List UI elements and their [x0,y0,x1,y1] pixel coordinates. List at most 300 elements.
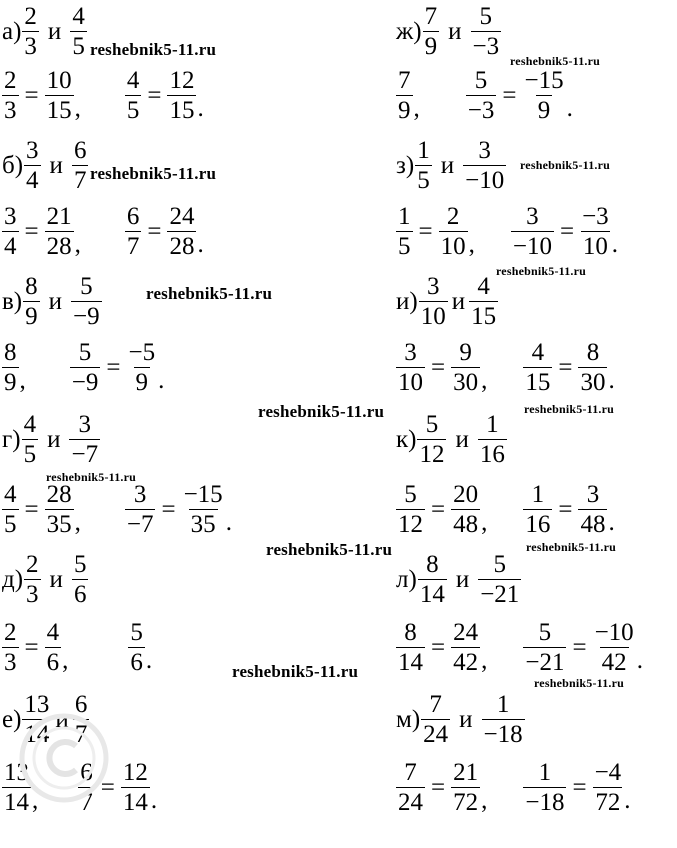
problem-label: л) [396,566,417,593]
problem-i-statement [396,274,498,329]
punctuation: . [624,787,631,814]
numerator: 6 [80,759,93,786]
equals-sign: = [24,496,39,523]
problem-label: з) [396,152,415,179]
fraction [463,138,506,193]
numerator: 9 [459,339,472,366]
punctuation: . [611,231,618,258]
denominator: 5 [72,33,85,60]
denominator: −18 [483,721,523,748]
numerator: 3 [586,481,600,508]
punctuation: , [481,647,488,674]
problem-zh-solution [396,68,573,123]
punctuation: , [19,367,26,394]
problem-a-statement [2,4,87,59]
problem-m-solution [396,760,630,815]
numerator: 7 [429,691,442,718]
numerator: −3 [582,203,609,230]
equals-sign: = [24,634,39,661]
numerator: 2 [24,3,37,30]
problem-label: д) [2,566,24,593]
denominator: 14 [24,721,50,748]
denominator: 48 [580,511,606,538]
numerator: 5 [130,619,143,646]
problem-label: ж) [396,18,422,45]
denominator: −10 [465,167,505,194]
problem-zh-statement [396,4,501,59]
fraction [22,4,39,59]
punctuation: . [145,647,153,674]
watermark-text: reshebnik5-11.ru [526,540,616,554]
punctuation: . [566,95,573,122]
numerator: 12 [122,759,148,786]
conjunction: и [459,706,473,733]
fraction [471,4,502,59]
numerator: 3 [26,137,39,164]
equals-sign: = [431,634,446,661]
fraction [482,692,525,747]
fraction [70,340,101,395]
watermark-text: reshebnik5-11.ru [524,402,614,416]
numerator: 10 [46,67,72,94]
numerator: 6 [126,203,140,230]
conjunction: и [49,566,63,593]
fraction [45,68,74,123]
numerator: 5 [479,3,493,30]
numerator: 21 [453,759,479,786]
problem-g-solution [2,482,232,537]
fraction [578,340,607,395]
numerator: 5 [404,481,417,508]
punctuation: . [197,231,204,258]
watermark-text: reshebnik5-11.ru [90,164,217,183]
numerator: 8 [426,551,439,578]
numerator: 7 [398,67,411,94]
denominator: 9 [25,303,38,330]
numerator: 8 [404,619,417,646]
fraction [2,68,19,123]
fraction [523,760,566,815]
problem-label: м) [396,706,421,733]
fraction [72,552,89,607]
fraction [167,204,196,259]
watermark-text: reshebnik5-11.ru [266,540,393,559]
denominator: 72 [595,789,621,816]
denominator: 14 [4,789,29,816]
numerator: 12 [169,67,195,94]
denominator: 42 [453,649,479,676]
denominator: −3 [467,97,495,124]
numerator: 7 [404,759,417,786]
denominator: 35 [190,511,216,538]
numerator: −15 [183,481,223,508]
fraction [22,412,39,467]
problem-k-statement [396,412,507,467]
fraction [69,412,100,467]
fraction [522,68,565,123]
numerator: 7 [424,3,438,30]
fraction [451,340,480,395]
denominator: −18 [525,789,565,816]
denominator: 12 [398,511,423,538]
numerator: 24 [453,619,479,646]
denominator: 10 [582,233,608,260]
equals-sign: = [100,774,115,801]
fraction [23,274,40,329]
fraction [2,204,19,259]
watermark-text: reshebnik5-11.ru [146,284,273,303]
problem-v-solution [2,340,164,395]
denominator: 9 [424,33,438,60]
denominator: 9 [537,97,551,124]
copyright-stamp-icon [6,688,134,816]
fraction [417,412,446,467]
fraction [125,204,142,259]
numerator: 5 [474,67,488,94]
problem-label: в) [2,288,23,315]
denominator: 16 [525,511,551,538]
numerator: 5 [73,551,87,578]
denominator: 30 [580,369,606,396]
problem-label: г) [2,426,21,453]
watermark-text: reshebnik5-11.ru [510,54,600,68]
numerator: 3 [526,203,539,230]
punctuation: . [608,509,615,536]
conjunction: и [55,706,69,733]
denominator: 10 [420,303,446,330]
problem-label: а) [2,18,22,45]
punctuation: . [608,367,615,394]
numerator: 28 [46,481,72,508]
fraction [45,620,62,675]
fraction [396,760,425,815]
fraction [167,68,196,123]
fraction [125,482,156,537]
denominator: 4 [4,233,17,260]
numerator: 20 [453,481,479,508]
equals-sign: = [558,354,573,381]
fraction [126,340,157,395]
problem-i-solution [396,340,615,395]
denominator: 15 [46,97,72,124]
watermark-text: reshebnik5-11.ru [258,402,385,421]
fraction [396,68,413,123]
equals-sign: = [572,634,587,661]
fraction [2,482,19,537]
numerator: 3 [478,137,491,164]
denominator: 6 [130,649,143,676]
denominator: 15 [525,369,551,396]
denominator: 3 [24,33,37,60]
numerator: 5 [80,273,93,300]
fraction [182,482,225,537]
numerator: 5 [425,411,439,438]
conjunction: и [448,18,462,45]
fraction [511,204,554,259]
fraction [523,482,552,537]
denominator: 30 [453,369,479,396]
denominator: 10 [398,369,423,396]
problem-z-solution [396,204,618,259]
denominator: −3 [472,33,500,60]
fraction [415,138,432,193]
numerator: 1 [486,411,499,438]
numerator: 4 [477,273,490,300]
numerator: 3 [78,411,92,438]
watermark-text: reshebnik5-11.ru [534,676,624,690]
equals-sign: = [431,774,446,801]
denominator: 6 [73,581,87,608]
problem-z-statement [396,138,506,193]
numerator: 2 [4,619,17,646]
denominator: 5 [4,511,17,538]
problem-label: е) [2,706,22,733]
numerator: 13 [24,691,50,718]
numerator: 5 [78,339,92,366]
conjunction: и [47,18,62,45]
problem-b-statement [2,138,88,193]
punctuation: , [74,231,81,258]
punctuation: , [481,509,488,536]
conjunction: и [47,426,61,453]
fraction [523,340,552,395]
equals-sign: = [147,218,162,245]
denominator: 6 [46,649,60,676]
denominator: −7 [71,441,99,468]
denominator: 24 [398,789,423,816]
numerator: 4 [531,339,545,366]
denominator: 9 [398,97,411,124]
punctuation: , [468,231,475,258]
denominator: 24 [423,721,449,748]
equals-sign: = [431,354,446,381]
denominator: 14 [398,649,423,676]
punctuation: . [225,509,232,536]
fraction [466,68,497,123]
fraction [423,4,440,59]
fraction [2,620,19,675]
denominator: 14 [122,789,148,816]
denominator: −21 [480,581,520,608]
problem-label: и) [396,288,418,315]
problem-label: к) [396,426,417,453]
fraction [439,204,468,259]
watermark-text: reshebnik5-11.ru [520,158,610,172]
numerator: 8 [586,339,600,366]
punctuation: , [74,95,81,122]
denominator: 28 [169,233,195,260]
punctuation: , [413,95,420,122]
equals-sign: = [418,218,433,245]
denominator: 7 [126,233,140,260]
equals-sign: = [502,82,517,109]
numerator: 1 [496,691,510,718]
punctuation: . [197,95,204,122]
fraction [593,620,636,675]
punctuation: , [481,367,488,394]
denominator: 35 [46,511,72,538]
fraction [523,620,566,675]
denominator: 28 [46,233,72,260]
numerator: 3 [4,203,17,230]
numerator: 4 [46,619,60,646]
problem-a-solution [2,68,204,123]
fraction [72,138,89,193]
numerator: −4 [594,759,622,786]
fraction [24,138,41,193]
fraction [396,340,425,395]
numerator: 1 [531,481,545,508]
problem-b-solution [2,204,204,259]
denominator: 5 [417,167,430,194]
watermark-text: reshebnik5-11.ru [90,40,217,59]
numerator: 1 [417,137,430,164]
fraction [125,68,142,123]
numerator: 8 [25,273,38,300]
numerator: −5 [128,339,156,366]
numerator: 21 [46,203,72,230]
fraction [451,482,480,537]
denominator: 3 [4,649,17,676]
denominator: 5 [23,441,37,468]
equals-sign: = [431,496,446,523]
numerator: 2 [26,551,39,578]
fraction [451,620,480,675]
denominator: 10 [440,233,466,260]
fraction [469,274,498,329]
punctuation: , [62,647,69,674]
watermark-text: reshebnik5-11.ru [46,470,136,484]
equals-sign: = [24,218,39,245]
equals-sign: = [559,218,575,245]
fraction [45,482,74,537]
fraction [24,552,41,607]
denominator: 14 [419,581,445,608]
numerator: 3 [404,339,417,366]
fraction [418,552,447,607]
numerator: 8 [4,339,17,366]
denominator: −10 [512,233,552,260]
numerator: 5 [538,619,552,646]
denominator: −21 [525,649,565,676]
problem-v-statement [2,274,102,329]
problem-l-statement [396,552,521,607]
denominator: 3 [26,581,39,608]
conjunction: и [451,288,466,315]
numerator: 5 [493,551,506,578]
equals-sign: = [161,496,176,523]
denominator: 7 [74,721,88,748]
watermark-text: reshebnik5-11.ru [496,264,586,278]
fraction [478,552,521,607]
denominator: 4 [26,167,39,194]
equals-sign: = [558,496,573,523]
numerator: −15 [524,67,564,94]
denominator: 9 [135,369,149,396]
conjunction: и [48,288,63,315]
problem-l-solution [396,620,643,675]
conjunction: и [49,152,63,179]
fraction [396,620,425,675]
numerator: 13 [4,759,29,786]
fraction [593,760,624,815]
punctuation: . [636,647,643,674]
problem-d-solution [2,620,152,675]
numerator: 3 [426,273,440,300]
fraction [71,274,102,329]
denominator: 16 [479,441,505,468]
punctuation: . [150,787,158,814]
denominator: 12 [419,441,445,468]
equals-sign: = [572,774,587,801]
punctuation: . [158,367,165,394]
fraction [578,482,607,537]
conjunction: и [455,566,470,593]
watermark-text: reshebnik5-11.ru [232,662,359,681]
punctuation: , [32,787,39,814]
fraction [419,274,448,329]
equals-sign: = [24,82,39,109]
fraction [580,204,611,259]
numerator: −10 [594,619,634,646]
fraction [45,204,74,259]
denominator: 7 [80,789,93,816]
fraction [478,412,507,467]
numerator: 3 [133,481,147,508]
denominator: 72 [453,789,479,816]
denominator: −9 [73,303,100,330]
numerator: 4 [126,67,140,94]
denominator: 48 [453,511,479,538]
fraction [451,760,480,815]
numerator: 1 [398,203,411,230]
denominator: 3 [4,97,17,124]
denominator: 15 [471,303,497,330]
conjunction: и [440,152,455,179]
numerator: 1 [538,759,552,786]
numerator: 4 [4,481,17,508]
problem-g-statement [2,412,100,467]
numerator: 2 [4,67,17,94]
fraction [396,482,425,537]
punctuation: , [481,787,488,814]
fraction [421,692,450,747]
problem-label: б) [2,152,24,179]
numerator: 6 [73,137,87,164]
denominator: −9 [71,369,99,396]
denominator: 9 [4,369,17,396]
numerator: 24 [169,203,195,230]
fraction [70,4,87,59]
problem-d-statement [2,552,88,607]
denominator: 5 [126,97,140,124]
denominator: −7 [126,511,154,538]
fraction [396,204,413,259]
denominator: 5 [398,233,411,260]
denominator: 42 [601,649,627,676]
equals-sign: = [147,82,162,109]
denominator: 15 [169,97,195,124]
problem-m-statement [396,692,525,747]
numerator: 6 [74,691,88,718]
fraction [2,340,19,395]
problem-k-solution [396,482,615,537]
fraction [128,620,145,675]
numerator: 2 [446,203,460,230]
numerator: 4 [23,411,37,438]
denominator: 7 [73,167,87,194]
punctuation: , [74,509,81,536]
